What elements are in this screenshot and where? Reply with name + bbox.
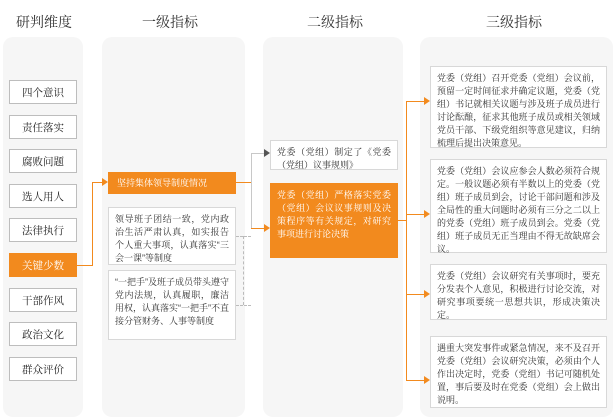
level1-box-3[interactable]: “一把手”及班子成员带头遵守党内法规，认真履职，廉洁用权，认真落实“一把手”不直接分管财务、人事等制度 bbox=[108, 270, 236, 340]
connector-l1-l2-v bbox=[251, 153, 252, 229]
level3-box-1[interactable]: 党委（党组）召开党委（党组）会议前，预留一定时间征求并确定议题，党委（党组）书记就相关议题与涉及班子成员进行讨论酝酿，征求其他班子成员或相关领域党员干部、下级党组织等意见建议，归纳梳理后提出决策意见。 bbox=[430, 66, 607, 148]
header-level2: 二级指标 bbox=[307, 14, 363, 30]
connector-l3-4 bbox=[406, 380, 426, 381]
connector-l1-l2-h1 bbox=[236, 182, 251, 183]
connector-l1-box3-dash bbox=[236, 305, 251, 306]
connector-l3-3 bbox=[406, 294, 426, 295]
dimension-item-public-evaluation[interactable]: 群众评价 bbox=[9, 357, 77, 381]
level2-highlight-box[interactable]: 党委（党组）严格落实党委（党组）会议议事规则及决策程序等有关规定，对研究事项进行讨论决策 bbox=[270, 183, 398, 258]
level2-box-1[interactable]: 党委（党组）制定了《党委（党组）议事规则》 bbox=[270, 140, 398, 170]
connector-dim-l1-h2 bbox=[92, 182, 102, 183]
level3-box-4[interactable]: 遇重大突发事件或紧急情况，来不及召开党委（党组）会议研究决策，必须由个人作出决定时，党委（党组）书记可随机处置，事后要及时在党委（党组）会上做出说明。 bbox=[430, 336, 607, 408]
level3-box-2[interactable]: 党委（党组）会议应参会人数必须符合规定。一般议题必须有半数以上的党委（党组）班子成员到会，讨论干部问题和涉及全局性的重大问题时必须有三分之二以上的党委（党组）班子成员到会。党委（党组）班子成员无正当理由不得无故缺席会议。 bbox=[430, 159, 607, 253]
connector-l1-v-dash bbox=[243, 236, 244, 305]
dimension-item-responsibility[interactable]: 责任落实 bbox=[9, 115, 77, 139]
level1-highlight-box[interactable]: 坚持集体领导制度情况 bbox=[108, 172, 236, 194]
header-level1: 一级指标 bbox=[142, 14, 198, 30]
dimension-item-work-style[interactable]: 干部作风 bbox=[9, 288, 77, 312]
connector-l3-2 bbox=[406, 214, 426, 215]
connector-l3-1 bbox=[406, 101, 426, 102]
level1-box-2[interactable]: 领导班子团结一致，党内政治生活严肃认真，如实报告个人重大事项，认真落实“三会一课”等制度 bbox=[108, 207, 236, 265]
level3-box-3[interactable]: 党委（党组）会议研究有关事项时，要充分发表个人意见，积极进行讨论交流，对研究事项要统一思想共识，形成决策决定。 bbox=[430, 264, 607, 320]
dimension-item-political-culture[interactable]: 政治文化 bbox=[9, 322, 77, 346]
dimension-item-key-minority[interactable]: 关键少数 bbox=[9, 253, 77, 277]
header-level3: 三级指标 bbox=[486, 14, 542, 30]
dimension-item-four-awareness[interactable]: 四个意识 bbox=[9, 80, 77, 104]
header-dimension: 研判维度 bbox=[16, 14, 72, 30]
connector-l1-l2-top bbox=[251, 153, 264, 154]
connector-l1-l2-bottom bbox=[251, 228, 264, 229]
connector-dim-l1-v bbox=[92, 182, 93, 266]
connector-l2-l3-h bbox=[398, 220, 406, 221]
dimension-item-corruption[interactable]: 腐败问题 bbox=[9, 149, 77, 173]
dimension-item-law-enforcement[interactable]: 法律执行 bbox=[9, 218, 77, 242]
connector-l2-l3-v bbox=[406, 101, 407, 381]
dimension-item-personnel[interactable]: 选人用人 bbox=[9, 184, 77, 208]
connector-dim-l1-h1 bbox=[77, 265, 92, 266]
